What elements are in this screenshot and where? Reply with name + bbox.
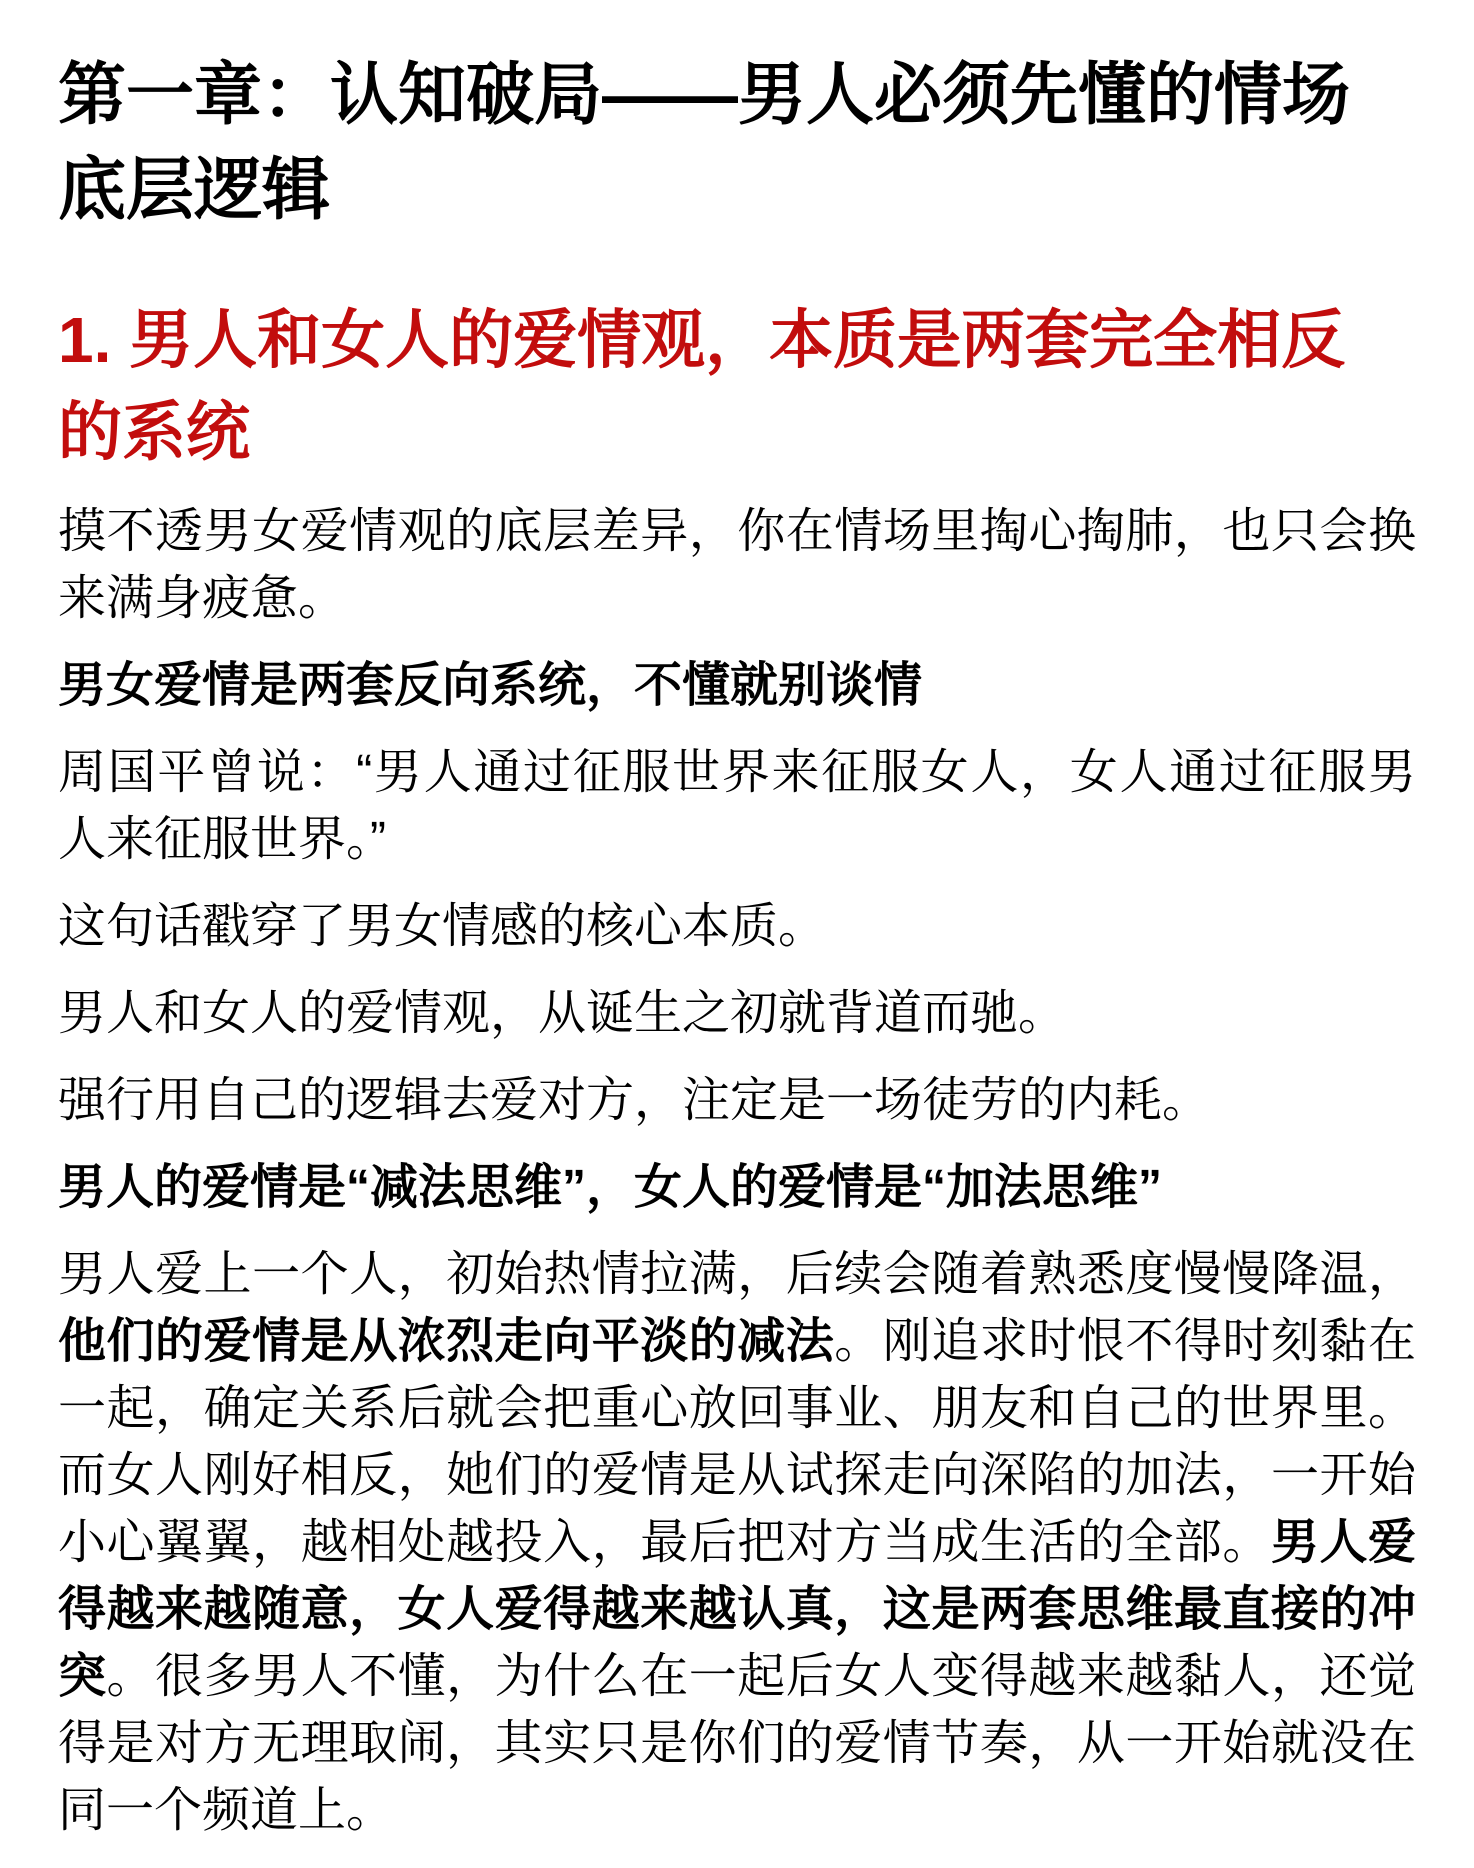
text-run: 强行用自己的逻辑去爱对方，注定是一场徒劳的内耗。 <box>58 1074 1211 1127</box>
bold-text-run: 男女爱情是两套反向系统，不懂就别谈情 <box>58 659 923 712</box>
chapter-title-line-1: 第一章：认知破局——男人必须先懂的情场 <box>58 57 1351 133</box>
paragraph <box>58 1067 1416 1134</box>
paragraph <box>58 893 1416 960</box>
text-run: 周国平曾说：“男人通过征服世界来征服女人，女人通过征服男人来征服世界。” <box>58 746 1416 866</box>
paragraph <box>58 498 1416 632</box>
paragraph <box>58 739 1416 873</box>
text-run: 。很多男人不懂，为什么在一起后女人变得越来越黏人，还觉得是对方无理取闹，其实只是你们的爱情节奏，从一开始就没在同一个频道上。 <box>58 1650 1416 1837</box>
chapter-title-line-2: 底层逻辑 <box>58 152 331 228</box>
article-body <box>58 498 1416 1844</box>
text-run: 这句话戳穿了男女情感的核心本质。 <box>58 900 827 953</box>
text-run: 男人和女人的爱情观，从诞生之初就背道而驰。 <box>58 987 1067 1040</box>
text-run: 。刚追求时恨不得时刻黏在一起，确定关系后就会把重心放回事业、朋友和自己的世界里。而女人刚好相反，她们的爱情是从试探走向深陷的加法，一开始小心翼翼，越相处越投入，最后把对方当成生活的全部。 <box>58 1315 1416 1569</box>
paragraph <box>58 1241 1416 1844</box>
bold-text-run: 男人爱得越来越随意，女人爱得越来越认真，这是两套思维最直接的冲突 <box>58 1516 1416 1703</box>
section-heading <box>58 294 1416 478</box>
section-heading-line-1: 1. 男人和女人的爱情观，本质是两套完全相反 <box>58 304 1346 376</box>
text-run: 摸不透男女爱情观的底层差异，你在情场里掏心掏肺，也只会换来满身疲惫。 <box>58 505 1416 625</box>
paragraph <box>58 980 1416 1047</box>
subheading <box>58 1154 1416 1221</box>
subheading <box>58 652 1416 719</box>
bold-text-run: 男人的爱情是“减法思维”，女人的爱情是“加法思维” <box>58 1161 1163 1214</box>
bold-text-run: 他们的爱情是从浓烈走向平淡的减法 <box>58 1315 835 1368</box>
text-run: 男人爱上一个人，初始热情拉满，后续会随着熟悉度慢慢降温， <box>58 1248 1416 1301</box>
chapter-title <box>58 48 1416 238</box>
section-heading-line-2: 的系统 <box>58 396 250 468</box>
